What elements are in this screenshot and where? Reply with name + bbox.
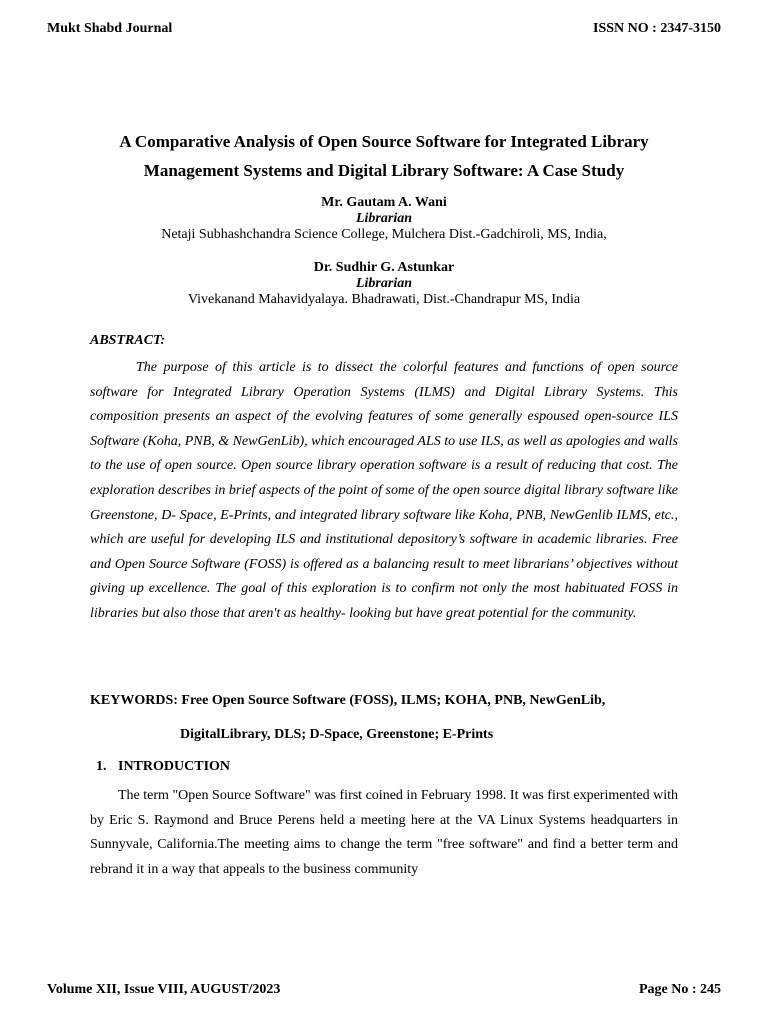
- author-block-2: [0, 260, 768, 308]
- section-title: INTRODUCTION: [118, 759, 231, 774]
- paper-title: A Comparative Analysis of Open Source Software for Integrated Library Management Systems and Digital Library Software: A Case Study: [119, 132, 649, 180]
- author-name: Mr. Gautam A. Wani: [321, 195, 447, 210]
- journal-name: Mukt Shabd Journal: [47, 21, 173, 36]
- author-role: Librarian: [355, 276, 412, 291]
- author-block-1: [0, 195, 768, 243]
- introduction-paragraph: The term "Open Source Software" was first coined in February 1998. It was first experimented with by Eric S. Raymond and Bruce Perens held a meeting here at the VA Linux Systems headquarters in Sunnyvale, California.The meeting aims to change the term "free software" and find a better term and rebrand it in a way that appeals to the business community: [90, 788, 678, 877]
- author-name: Dr. Sudhir G. Astunkar: [313, 260, 455, 275]
- author-role: Librarian: [355, 211, 412, 226]
- volume-issue: Volume XII, Issue VIII, AUGUST/2023: [47, 982, 281, 997]
- keywords-line-2: DigitalLibrary, DLS; D-Space, Greenstone; E-Prints: [180, 727, 494, 742]
- author-affiliation: Vivekanand Mahavidyalaya. Bhadrawati, Dist.-Chandrapur MS, India: [187, 292, 581, 307]
- abstract-heading: ABSTRACT:: [90, 333, 166, 348]
- abstract-text: The purpose of this article is to dissect the colorful features and functions of open source software for Integrated Library Operation Systems (ILMS) and Digital Library Systems. This composition presents an aspect of the evolving features of some generally espoused open-source ILS Software (Koha, PNB, & NewGenLib), which encouraged ALS to use ILS, as well as apologies and walls to the use of open source. Open source library operation software is a result of reducing that cost. The exploration describes in brief aspects of the point of some of the open source digital library software like Greenstone, D- Space, E-Prints, and integrated library software like Koha, PNB, NewGenlib ILMS, etc., which are useful for developing ILS and institutional depository’s software in academic libraries. Free and Open Source Software (FOSS) is offered as a balancing result to meet librarians’ objectives without giving up excellence. The goal of this exploration is to confirm not only the most habituated FOSS in libraries but also those that aren't as healthy- looking but have great potential for the community.: [90, 360, 678, 621]
- section-number: 1.: [96, 759, 107, 774]
- author-affiliation: Netaji Subhashchandra Science College, Mulchera Dist.-Gadchiroli, MS, India,: [161, 227, 607, 242]
- section-heading: [96, 759, 230, 775]
- page-number: Page No : 245: [638, 982, 721, 997]
- issn-number: ISSN NO : 2347-3150: [593, 21, 721, 36]
- keywords-line-1: KEYWORDS: Free Open Source Software (FOSS), ILMS; KOHA, PNB, NewGenLib,: [90, 693, 606, 708]
